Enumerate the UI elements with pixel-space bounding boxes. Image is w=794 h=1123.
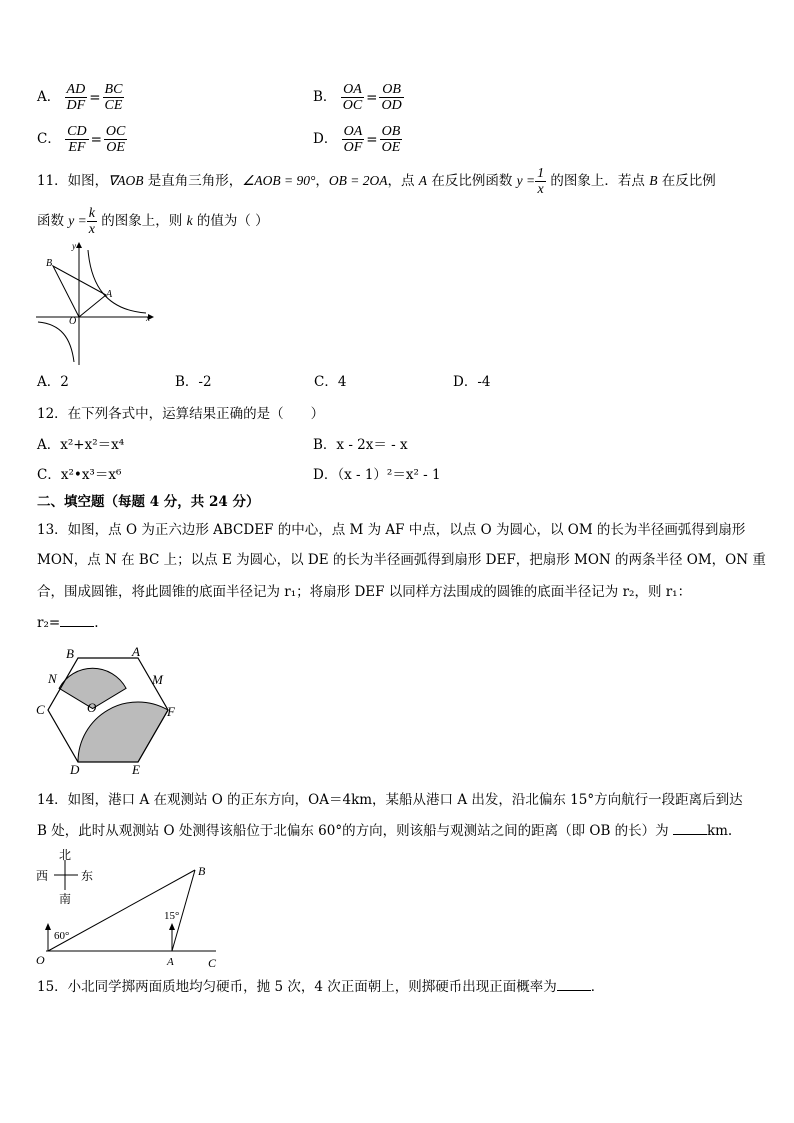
option-label: C． [37,131,61,147]
fraction: $\frac{CD}{EF}$ [67,124,87,155]
q12-option-a: A．x²+x²＝x⁴ [37,437,125,453]
q14-stem-line1: 14．如图，港口 A 在观测站 O 的正东方向，OA＝4km，某船从港口 A 出发，沿北偏东 15°方向航行一段距离后到达 [37,792,743,808]
label-60deg: 60° [54,930,70,942]
answer-blank [673,820,707,835]
section-heading: 二、填空题（每题 4 分，共 24 分） [37,494,260,510]
fraction: $\frac{OA}{OC}$ [342,82,363,113]
compass-north: 北 [59,848,72,862]
label-b: B [66,646,74,661]
q10-option-c: C． $\frac{CD}{EF}$ = $\frac{OC}{OE}$ [37,124,126,155]
q12-option-b: B．x - 2x＝ - x [313,437,408,453]
label-d: D [70,762,80,776]
label-o: O [87,700,97,715]
q12-stem: 12．在下列各式中，运算结果正确的是（ ） [37,406,325,422]
label-o: O [36,953,45,967]
label-c: C [36,702,45,717]
label-a: A [167,956,174,968]
fraction: $\frac{1}{x}$ [537,166,545,197]
hyperbola-branch-q3 [38,322,74,362]
label-y: y [72,241,76,251]
label-c: C [208,956,217,970]
label-n: N [48,671,57,686]
q15-stem: 15．小北同学掷两面质地均匀硬币，抛 5 次，4 次正面朝上，则掷硬币出现正面概率为 ． [37,976,604,997]
q12-option-c: C．x²•x³＝x⁶ [37,467,122,483]
q10-option-a: A． $\frac{AD}{DF}$ = $\frac{BC}{CE}$ [37,82,123,113]
north-arrowhead-a [169,923,175,930]
answer-blank [557,976,591,991]
q11-option-d: D．-4 [453,374,491,390]
q13-stem-line1: 13．如图，点 O 为正六边形 ABCDEF 的中心，点 M 为 AF 中点，以点 O 为圆心，以 OM 的长为半径画弧得到扇形 [37,522,746,538]
q11-stem-line1: 11．如图，∇AOB 是直角三角形，∠AOB = 90°，OB = 2OA，点 A 在反比例函数 y = $\frac{1}{x}$ 的图象上．若点 B 在反比例 [37,166,716,197]
fraction: $\frac{OC}{OE}$ [105,124,126,155]
q14-stem-line2: B 处，此时从观测站 O 处测得该船位于北偏东 60°的方向，则该船与观测站之间的距离（即 OB 的长）为 km. [37,820,732,841]
option-label: A． [37,89,61,105]
q11-stem-line2: 函数 y = $\frac{k}{x}$ 的图象上，则 k 的值为（ ） [37,206,269,237]
option-label: B． [313,89,337,105]
label-m: M [152,672,163,687]
q11-option-b: B．-2 [175,374,212,390]
option-label: D． [313,131,338,147]
label-15deg: 15° [164,910,180,922]
label-a: A [106,289,113,300]
q13-stem-line4: r₂= . [37,612,98,633]
label-b: B [46,258,53,269]
q11-option-c: C．4 [314,374,347,390]
compass-west: 西 [36,869,49,883]
fraction: $\frac{OA}{OF}$ [343,124,363,155]
label-x: x [146,313,150,323]
q11-option-a: A．2 [37,374,69,390]
q10-option-d: D． $\frac{OA}{OF}$ = $\frac{OB}{OE}$ [313,124,401,155]
label-o: O [69,316,77,327]
q10-option-b: B． $\frac{OA}{OC}$ = $\frac{OB}{OD}$ [313,82,402,113]
fraction: $\frac{OB}{OE}$ [381,124,401,155]
fraction: $\frac{BC}{CE}$ [104,82,123,113]
q13-stem-line3: 合，围成圆锥，将此圆锥的底面半径记为 r₁；将扇形 DEF 以同样方法围成的圆锥的底面半径记为 r₂，则 r₁： [37,584,692,600]
q14-figure [32,846,222,970]
label-a: A [132,644,140,659]
q13-stem-line2: MON，点 N 在 BC 上；以点 E 为圆心，以 DE 的长为半径画弧得到扇形 DEF，把扇形 MON 的两条半径 OM，ON 重 [37,552,766,568]
compass-south: 南 [59,892,72,906]
north-arrowhead-o [45,923,51,930]
label-e: E [132,762,140,776]
fraction: $\frac{OB}{OD}$ [381,82,402,113]
label-b: B [198,864,206,878]
q11-figure [36,240,156,365]
fraction: $\frac{k}{x}$ [88,206,95,237]
label-f: F [167,704,175,719]
answer-blank [60,612,94,627]
hyperbola-branch-q1 [88,250,146,313]
q12-option-d: D．（x - 1）²＝x² - 1 [313,467,441,483]
y-axis-arrow [76,242,82,248]
fraction: $\frac{AD}{DF}$ [66,82,86,113]
compass-east: 东 [81,869,94,883]
q13-figure [34,644,184,776]
